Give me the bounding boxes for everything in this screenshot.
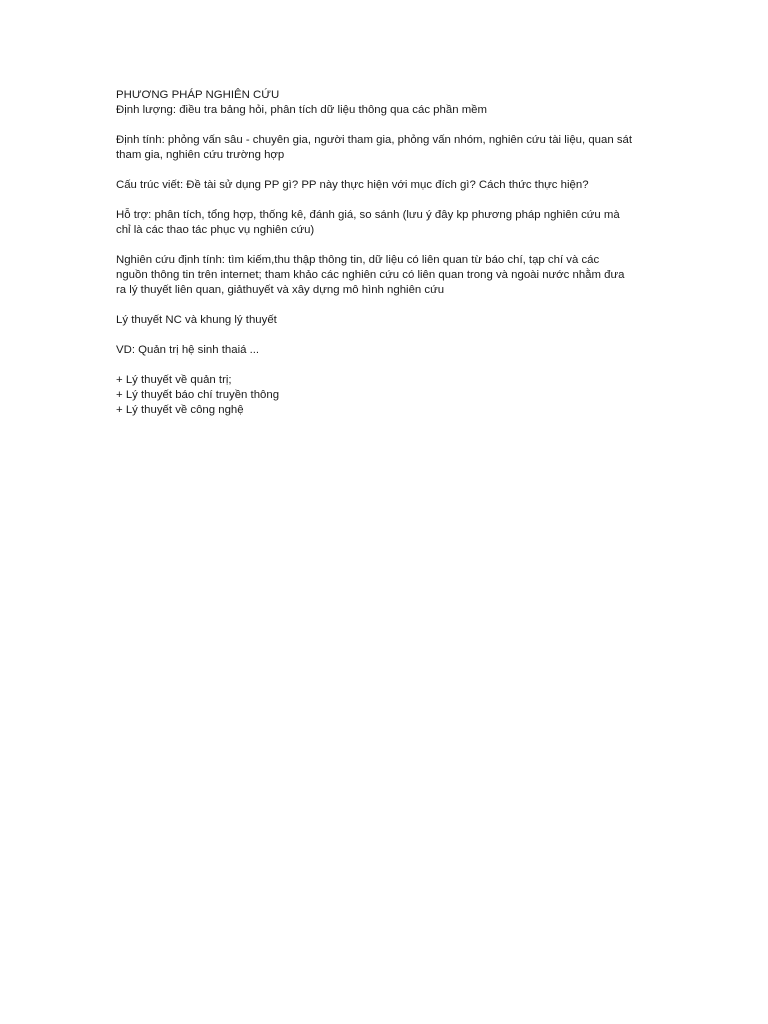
paragraph-theory-framework: [116, 313, 656, 328]
text-line: chỉ là các thao tác phục vụ nghiên cứu): [116, 224, 315, 236]
text-line: nguồn thông tin trên internet; tham khảo các nghiên cứu có liên quan trong và ngoài nước nhằm đưa: [116, 269, 625, 281]
text-line: Lý thuyết NC và khung lý thuyết: [116, 314, 277, 326]
paragraph-quantitative: [116, 103, 656, 118]
list-item: + Lý thuyết về công nghệ: [116, 404, 244, 416]
text-line: VD: Quản trị hệ sinh thaiá ...: [116, 344, 260, 356]
theory-list: [116, 373, 656, 418]
text-line: Cấu trúc viết: Đề tài sử dụng PP gì? PP này thực hiện với mục đích gì? Cách thức thực hiện?: [116, 179, 589, 191]
paragraph-qualitative-research: [116, 253, 656, 298]
paragraph-support: [116, 208, 656, 238]
list-item: + Lý thuyết báo chí truyền thông: [116, 389, 280, 401]
text-line: Nghiên cứu định tính: tìm kiếm,thu thập thông tin, dữ liệu có liên quan từ báo chí, tạp chí và các: [116, 254, 600, 266]
list-item: + Lý thuyết về quản trị;: [116, 374, 232, 386]
text-line: Định lượng: điều tra bảng hỏi, phân tích dữ liệu thông qua các phần mềm: [116, 104, 488, 116]
text-line: tham gia, nghiên cứu trường hợp: [116, 149, 285, 161]
title-line: PHƯƠNG PHÁP NGHIÊN CỨU: [116, 89, 280, 101]
paragraph-qualitative: [116, 133, 656, 163]
text-line: ra lý thuyết liên quan, giảthuyết và xây dựng mô hình nghiên cứu: [116, 284, 445, 296]
text-line: Hỗ trợ: phân tích, tổng hợp, thống kê, đánh giá, so sánh (lưu ý đây kp phương pháp nghiên cứu mà: [116, 209, 620, 221]
document-title: [116, 88, 656, 103]
document-body: [116, 88, 656, 418]
paragraph-writing-structure: [116, 178, 656, 193]
text-line: Định tính: phỏng vấn sâu - chuyên gia, người tham gia, phỏng vấn nhóm, nghiên cứu tài liệu, quan sát: [116, 134, 633, 146]
paragraph-example: [116, 343, 656, 358]
